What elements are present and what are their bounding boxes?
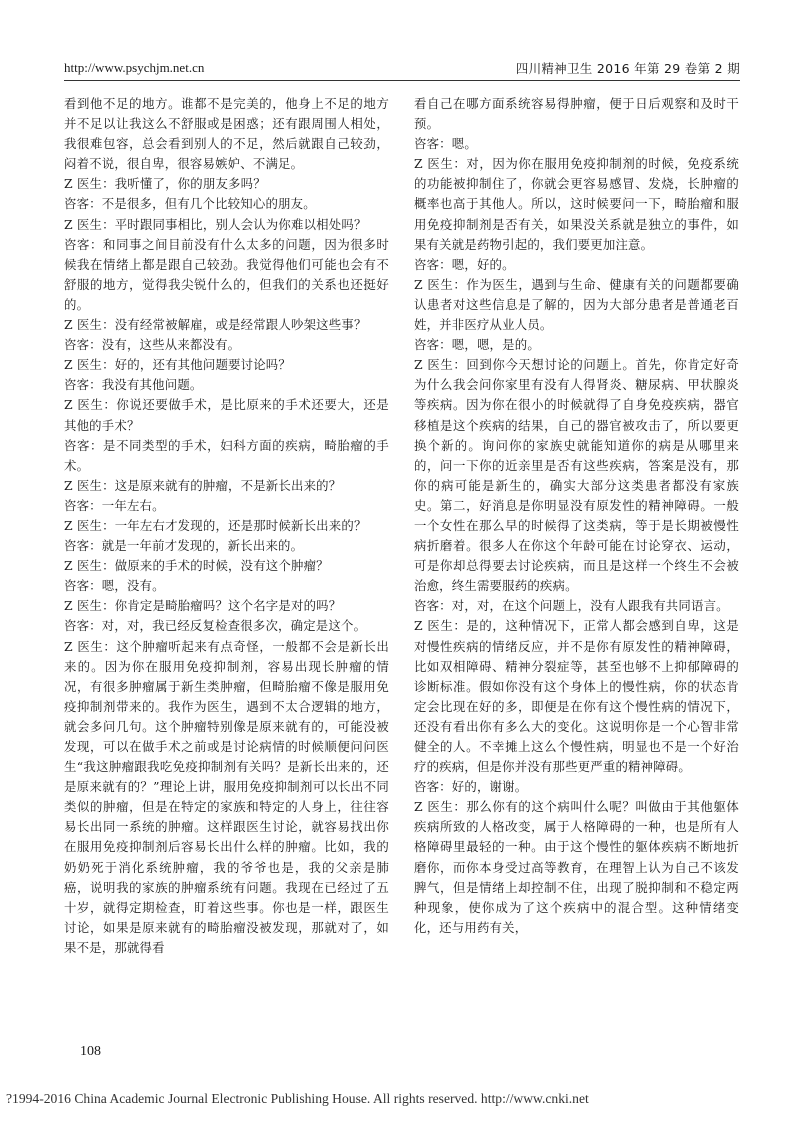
dialogue-paragraph: 咨客：嗯，嗯，是的。 [414, 337, 540, 353]
left-column [64, 94, 389, 958]
dialogue-paragraph: Z 医生：你肯定是畸胎瘤吗？这个名字是对的吗？ [64, 598, 342, 614]
dialogue-paragraph: Z 医生：作为医生，遇到与生命、健康有关的问题都要确认患者对这些信息是了解的，因为大部分患者是普通老百姓，并非医疗从业人员。 [414, 276, 739, 333]
dialogue-paragraph: Z 医生：回到你今天想讨论的问题上。首先，你肯定好奇为什么我会问你家里有没有人得肾炎、糖尿病、甲状腺炎等疾病。因为你在很小的时候就得了自身免疫疾病，器官移植是这个疾病的结果，自己的器官被攻击了，所以要更换个新的。询问你的家族史就能知道你的病是从哪里来的，问一下你的近亲里是否有这些疾病，答案是没有，那你的病可能是新生的，确实大部分这类患者都没有家族史。第二，好消息是你明显没有原发性的精神障碍。一般一个女性在那么早的时候得了这类病，等于是长期被慢性病折磨着。很多人在你这个年龄可能在讨论穿衣、运动，可是你却总得要去讨论疾病，而且是这样一个终生不会被治愈，终生需要服药的疾病。 [414, 357, 739, 594]
journal-url: http://www.psychjm.net.cn [64, 60, 205, 75]
dialogue-paragraph: 咨客：嗯，没有。 [64, 578, 165, 594]
dialogue-paragraph: Z 医生：对，因为你在服用免疫抑制剂的时候，免疫系统的功能被抑制住了，你就会更容易感冒、发烧，长肿瘤的概率也高于其他人。所以，这时候要问一下，畸胎瘤和服用免疫抑制剂是否有关，如果没关系就是独立的事件，如果有关就是药物引起的，我们要更加注意。 [414, 156, 739, 252]
dialogue-paragraph: Z 医生：做原来的手术的时候，没有这个肿瘤？ [64, 558, 329, 574]
dialogue-paragraph: 咨客：就是一年前才发现的，新长出来的。 [64, 538, 304, 554]
dialogue-paragraph: 咨客：对，对，在这个问题上，没有人跟我有共同语言。 [414, 598, 729, 614]
dialogue-paragraph: 看自己在哪方面系统容易得肿瘤，便于日后观察和及时干预。 [414, 96, 739, 132]
dialogue-paragraph: Z 医生：那么你有的这个病叫什么呢？叫做由于其他躯体疾病所致的人格改变，属于人格障碍的一种，也是所有人格障碍里最轻的一种。由于这个慢性的躯体疾病不断地折磨你，而你本身受过高等教育，在理智上认为自己不该发脾气，但是情绪上却控制不住，出现了脱抑制和不稳定两种现象，使你成为了这个疾病中的混合型。这种情绪变化，还与用药有关， [414, 799, 739, 935]
dialogue-paragraph: 咨客：对，对，我已经反复检查很多次，确定是这个。 [64, 618, 367, 634]
dialogue-paragraph: 咨客：嗯，好的。 [414, 256, 515, 272]
dialogue-paragraph: 咨客：没有，这些从来都没有。 [64, 337, 241, 353]
journal-issue-info: 四川精神卫生 2016 年第 29 卷第 2 期 [515, 61, 740, 76]
dialogue-paragraph: Z 医生：这个肿瘤听起来有点奇怪，一般都不会是新长出来的。因为你在服用免疫抑制剂，容易出现长肿瘤的情况，有很多肿瘤属于新生类肿瘤，但畸胎瘤不像是服用免疫抑制剂带来的。我作为医生，遇到不太合逻辑的地方，就会多问几句。这个肿瘤特别像是原来就有的，可能没被发现，可以在做手术之前或是讨论病情的时候顺便问问医生“我这肿瘤跟我吃免疫抑制剂有关吗？是新长出来的，还是原来就有的？”理论上讲，服用免疫抑制剂可以长出不同类似的肿瘤，但是在特定的家族和特定的人身上，往往容易长出同一系统的肿瘤。这样跟医生讨论，就容易找出你在服用免疫抑制剂后容易长出什么样的肿瘤。比如，我的奶奶死于消化系统肿瘤，我的爷爷也是，我的父亲是肺癌，说明我的家族的肿瘤系统有问题。我现在已经过了五十岁，就得定期检查，盯着这些事。你也是一样，跟医生讨论，如果是原来就有的畸胎瘤没被发现，那就对了，如果不是，那就得看 [64, 638, 389, 955]
right-column [414, 94, 739, 938]
dialogue-paragraph: 看到他不足的地方。谁都不是完美的，他身上不足的地方并不足以让我这么不舒服或是困惑；还有跟周围人相处，我很难包容，总会看到别人的不足，然后就跟自己较劲，闷着不说，很自卑，很容易嫉妒、不满足。 [64, 96, 389, 172]
dialogue-paragraph: Z 医生：我听懂了，你的朋友多吗？ [64, 176, 266, 192]
dialogue-paragraph: Z 医生：一年左右才发现的，还是那时候新长出来的？ [64, 517, 367, 533]
dialogue-paragraph: 咨客：好的，谢谢。 [414, 779, 528, 795]
dialogue-paragraph: 咨客：我没有其他问题。 [64, 377, 203, 393]
dialogue-paragraph: 咨客：不是很多，但有几个比较知心的朋友。 [64, 196, 316, 212]
dialogue-paragraph: 咨客：嗯。 [414, 136, 477, 152]
dialogue-paragraph: Z 医生：没有经常被解雇，或是经常跟人吵架这些事？ [64, 317, 367, 333]
dialogue-paragraph: Z 医生：平时跟同事相比，别人会认为你难以相处吗？ [64, 216, 367, 232]
dialogue-paragraph: Z 医生：是的，这种情况下，正常人都会感到自卑，这是对慢性疾病的情绪反应，并不是你有原发性的精神障碍，比如双相障碍、精神分裂症等，甚至也够不上抑郁障碍的诊断标准。假如你没有这个身体上的慢性病，你的状态肯定会比现在好的多，即便是在你有这个慢性病的情况下，还没有看出你有多么大的变化。这说明你是一个心智非常健全的人。不幸摊上这么个慢性病，明显也不是一个好治疗的疾病，但是你并没有那些更严重的精神障碍。 [414, 618, 739, 775]
dialogue-paragraph: Z 医生：好的，还有其他问题要讨论吗？ [64, 357, 291, 373]
header-divider [64, 80, 740, 81]
dialogue-paragraph: 咨客：一年左右。 [64, 497, 165, 513]
dialogue-paragraph: 咨客：是不同类型的手术，妇科方面的疾病，畸胎瘤的手术。 [64, 437, 389, 473]
dialogue-paragraph: 咨客：和同事之间目前没有什么太多的问题，因为很多时候我在情绪上都是跟自己较劲。我觉得他们可能也会有不舒服的地方，觉得我尖锐什么的，但我们的关系也还挺好的。 [64, 236, 389, 312]
dialogue-paragraph: Z 医生：你说还要做手术，是比原来的手术还要大，还是其他的手术？ [64, 397, 389, 433]
page-number: 108 [80, 1044, 101, 1059]
copyright-footer: ?1994-2016 China Academic Journal Electronic Publishing House. All rights reserved. http://www.cnki.net [6, 1091, 589, 1106]
dialogue-paragraph: Z 医生：这是原来就有的肿瘤，不是新长出来的？ [64, 477, 342, 493]
